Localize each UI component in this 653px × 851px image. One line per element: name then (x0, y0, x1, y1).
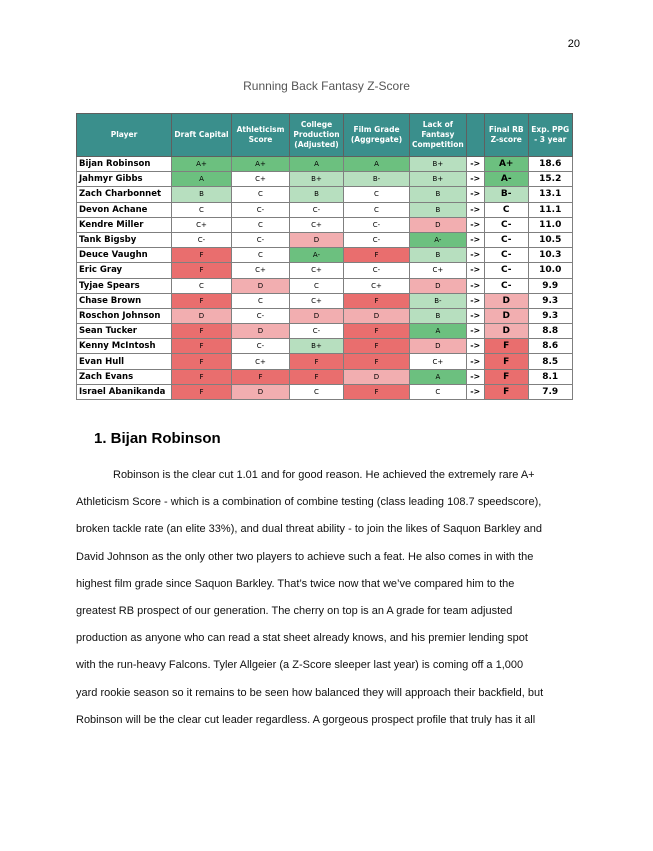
athleticism-cell: C (232, 217, 290, 232)
arrow-cell: -> (466, 308, 484, 323)
exp-ppg-cell: 7.9 (528, 384, 572, 399)
table-row (77, 172, 573, 187)
final-zscore-cell: A- (484, 172, 528, 187)
exp-ppg-cell: 8.8 (528, 324, 572, 339)
arrow-cell: -> (466, 248, 484, 263)
film-grade-cell: F (344, 354, 410, 369)
exp-ppg-cell: 10.5 (528, 232, 572, 247)
draft-capital-cell: F (172, 293, 232, 308)
exp-ppg-cell: 11.0 (528, 217, 572, 232)
final-zscore-cell: B- (484, 187, 528, 202)
athleticism-cell: C- (232, 202, 290, 217)
body-paragraph (76, 462, 586, 734)
final-zscore-cell: D (484, 324, 528, 339)
player-cell: Deuce Vaughn (77, 248, 172, 263)
paragraph-line: highest film grade since Saquon Barkley. That’s twice now that we’ve compared him to the (76, 577, 515, 590)
table-row (77, 278, 573, 293)
college-production-cell: A- (290, 248, 344, 263)
paragraph-line: with the run-heavy Falcons. Tyler Allgeier (a Z-Score sleeper last year) is coming off a 1,000 (76, 659, 524, 672)
table-row (77, 263, 573, 278)
arrow-cell: -> (466, 202, 484, 217)
fantasy-competition-cell: A (410, 369, 467, 384)
player-cell: Tank Bigsby (77, 232, 172, 247)
fantasy-competition-cell: C+ (410, 354, 467, 369)
player-cell: Kendre Miller (77, 217, 172, 232)
table-row (77, 248, 573, 263)
athleticism-cell: C (232, 248, 290, 263)
film-grade-cell: D (344, 308, 410, 323)
page-number: 20 (567, 38, 580, 50)
table-row (77, 187, 573, 202)
athleticism-cell: C- (232, 339, 290, 354)
film-grade-cell: B- (344, 172, 410, 187)
table-header-row (77, 114, 573, 157)
college-production-cell: C- (290, 202, 344, 217)
player-cell: Evan Hull (77, 354, 172, 369)
draft-capital-cell: C (172, 202, 232, 217)
draft-capital-cell: D (172, 308, 232, 323)
exp-ppg-cell: 13.1 (528, 187, 572, 202)
exp-ppg-cell: 11.1 (528, 202, 572, 217)
arrow-cell: -> (466, 172, 484, 187)
college-production-cell: C (290, 278, 344, 293)
arrow-cell: -> (466, 339, 484, 354)
player-cell: Zach Evans (77, 369, 172, 384)
header-fantasy-competition: Lack of Fantasy Competition (410, 114, 467, 157)
film-grade-cell: F (344, 339, 410, 354)
paragraph-line: Athleticism Score - which is a combination of combine testing (class leading 108.7 speedscore), (76, 496, 542, 509)
draft-capital-cell: B (172, 187, 232, 202)
table-row (77, 217, 573, 232)
header-exp-ppg: Exp. PPG - 3 year (528, 114, 572, 157)
paragraph-line: yard rookie season so it remains to be seen how balanced they will approach their backfield, but (76, 686, 544, 699)
arrow-cell: -> (466, 232, 484, 247)
fantasy-competition-cell: C (410, 384, 467, 399)
arrow-cell: -> (466, 263, 484, 278)
table-row (77, 157, 573, 172)
exp-ppg-cell: 8.1 (528, 369, 572, 384)
draft-capital-cell: F (172, 369, 232, 384)
college-production-cell: F (290, 354, 344, 369)
athleticism-cell: C- (232, 308, 290, 323)
final-zscore-cell: D (484, 308, 528, 323)
table-row (77, 324, 573, 339)
college-production-cell: C (290, 384, 344, 399)
fantasy-competition-cell: B- (410, 293, 467, 308)
player-cell: Jahmyr Gibbs (77, 172, 172, 187)
college-production-cell: B+ (290, 172, 344, 187)
film-grade-cell: D (344, 369, 410, 384)
fantasy-competition-cell: A- (410, 232, 467, 247)
player-cell: Chase Brown (77, 293, 172, 308)
college-production-cell: A (290, 157, 344, 172)
final-zscore-cell: C- (484, 232, 528, 247)
final-zscore-cell: F (484, 354, 528, 369)
arrow-cell: -> (466, 384, 484, 399)
draft-capital-cell: F (172, 339, 232, 354)
table-row (77, 308, 573, 323)
arrow-cell: -> (466, 157, 484, 172)
exp-ppg-cell: 10.3 (528, 248, 572, 263)
film-grade-cell: F (344, 248, 410, 263)
athleticism-cell: C- (232, 232, 290, 247)
final-zscore-cell: F (484, 384, 528, 399)
paragraph-line: Robinson is the clear cut 1.01 and for good reason. He achieved the extremely rare A+ (113, 469, 535, 481)
table-row (77, 384, 573, 399)
rb-zscore-table (76, 113, 573, 400)
fantasy-competition-cell: B (410, 187, 467, 202)
draft-capital-cell: F (172, 384, 232, 399)
header-draft-capital: Draft Capital (172, 114, 232, 157)
exp-ppg-cell: 9.3 (528, 293, 572, 308)
final-zscore-cell: A+ (484, 157, 528, 172)
fantasy-competition-cell: B (410, 248, 467, 263)
draft-capital-cell: F (172, 324, 232, 339)
fantasy-competition-cell: B (410, 308, 467, 323)
film-grade-cell: C+ (344, 278, 410, 293)
table-row (77, 232, 573, 247)
draft-capital-cell: A (172, 172, 232, 187)
fantasy-competition-cell: C+ (410, 263, 467, 278)
player-cell: Devon Achane (77, 202, 172, 217)
exp-ppg-cell: 8.5 (528, 354, 572, 369)
athleticism-cell: C (232, 187, 290, 202)
exp-ppg-cell: 9.9 (528, 278, 572, 293)
draft-capital-cell: A+ (172, 157, 232, 172)
table-row (77, 293, 573, 308)
exp-ppg-cell: 9.3 (528, 308, 572, 323)
draft-capital-cell: F (172, 354, 232, 369)
athleticism-cell: C+ (232, 172, 290, 187)
final-zscore-cell: C- (484, 263, 528, 278)
college-production-cell: C+ (290, 217, 344, 232)
draft-capital-cell: F (172, 263, 232, 278)
arrow-cell: -> (466, 324, 484, 339)
final-zscore-cell: C- (484, 248, 528, 263)
player-cell: Zach Charbonnet (77, 187, 172, 202)
fantasy-competition-cell: B (410, 202, 467, 217)
fantasy-competition-cell: D (410, 339, 467, 354)
exp-ppg-cell: 10.0 (528, 263, 572, 278)
arrow-cell: -> (466, 293, 484, 308)
player-cell: Sean Tucker (77, 324, 172, 339)
athleticism-cell: C+ (232, 354, 290, 369)
college-production-cell: C+ (290, 263, 344, 278)
athleticism-cell: C+ (232, 263, 290, 278)
header-college-production: College Production (Adjusted) (290, 114, 344, 157)
arrow-cell: -> (466, 187, 484, 202)
final-zscore-cell: F (484, 339, 528, 354)
film-grade-cell: C- (344, 263, 410, 278)
athleticism-cell: C (232, 293, 290, 308)
athleticism-cell: A+ (232, 157, 290, 172)
arrow-cell: -> (466, 369, 484, 384)
paragraph-line: broken tackle rate (an elite 33%), and dual threat ability - to join the likes of Saquon Barkley and (76, 523, 542, 536)
paragraph-line: greatest RB prospect of our generation. The cherry on top is an A grade for team adjusted (76, 604, 513, 617)
document-title: Running Back Fantasy Z-Score (243, 79, 410, 93)
film-grade-cell: A (344, 157, 410, 172)
college-production-cell: C- (290, 324, 344, 339)
film-grade-cell: C- (344, 217, 410, 232)
player-cell: Kenny McIntosh (77, 339, 172, 354)
draft-capital-cell: C- (172, 232, 232, 247)
table-row (77, 369, 573, 384)
exp-ppg-cell: 18.6 (528, 157, 572, 172)
fantasy-competition-cell: D (410, 217, 467, 232)
paragraph-line: Robinson will be the clear cut leader regardless. A gorgeous prospect profile that truly has it all (76, 713, 536, 726)
table-row (77, 339, 573, 354)
header-film-grade: Film Grade (Aggregate) (344, 114, 410, 157)
film-grade-cell: F (344, 324, 410, 339)
table-row (77, 202, 573, 217)
college-production-cell: C+ (290, 293, 344, 308)
exp-ppg-cell: 8.6 (528, 339, 572, 354)
player-cell: Israel Abanikanda (77, 384, 172, 399)
final-zscore-cell: F (484, 369, 528, 384)
athleticism-cell: D (232, 384, 290, 399)
draft-capital-cell: F (172, 248, 232, 263)
college-production-cell: D (290, 308, 344, 323)
player-cell: Tyjae Spears (77, 278, 172, 293)
fantasy-competition-cell: B+ (410, 157, 467, 172)
table-row (77, 354, 573, 369)
header-athleticism-score: Athleticism Score (232, 114, 290, 157)
fantasy-competition-cell: D (410, 278, 467, 293)
draft-capital-cell: C+ (172, 217, 232, 232)
final-zscore-cell: D (484, 293, 528, 308)
player-cell: Bijan Robinson (77, 157, 172, 172)
college-production-cell: D (290, 232, 344, 247)
fantasy-competition-cell: A (410, 324, 467, 339)
college-production-cell: B (290, 187, 344, 202)
exp-ppg-cell: 15.2 (528, 172, 572, 187)
final-zscore-cell: C (484, 202, 528, 217)
college-production-cell: F (290, 369, 344, 384)
athleticism-cell: F (232, 369, 290, 384)
film-grade-cell: C- (344, 232, 410, 247)
arrow-cell: -> (466, 278, 484, 293)
paragraph-line: production as anyone who can read a stat sheet already knows, and his premier lending spot (76, 632, 528, 645)
arrow-cell: -> (466, 354, 484, 369)
header-final-zscore: Final RB Z-score (484, 114, 528, 157)
final-zscore-cell: C- (484, 217, 528, 232)
player-cell: Eric Gray (77, 263, 172, 278)
film-grade-cell: C (344, 202, 410, 217)
header-arrow (466, 114, 484, 157)
draft-capital-cell: C (172, 278, 232, 293)
section-heading: 1. Bijan Robinson (94, 430, 221, 447)
athleticism-cell: D (232, 324, 290, 339)
athleticism-cell: D (232, 278, 290, 293)
film-grade-cell: F (344, 384, 410, 399)
film-grade-cell: C (344, 187, 410, 202)
arrow-cell: -> (466, 217, 484, 232)
final-zscore-cell: C- (484, 278, 528, 293)
paragraph-line: David Johnson as the only other two players to achieve such a feat. He also comes in with the (76, 550, 534, 563)
header-player: Player (77, 114, 172, 157)
film-grade-cell: F (344, 293, 410, 308)
player-cell: Roschon Johnson (77, 308, 172, 323)
college-production-cell: B+ (290, 339, 344, 354)
fantasy-competition-cell: B+ (410, 172, 467, 187)
